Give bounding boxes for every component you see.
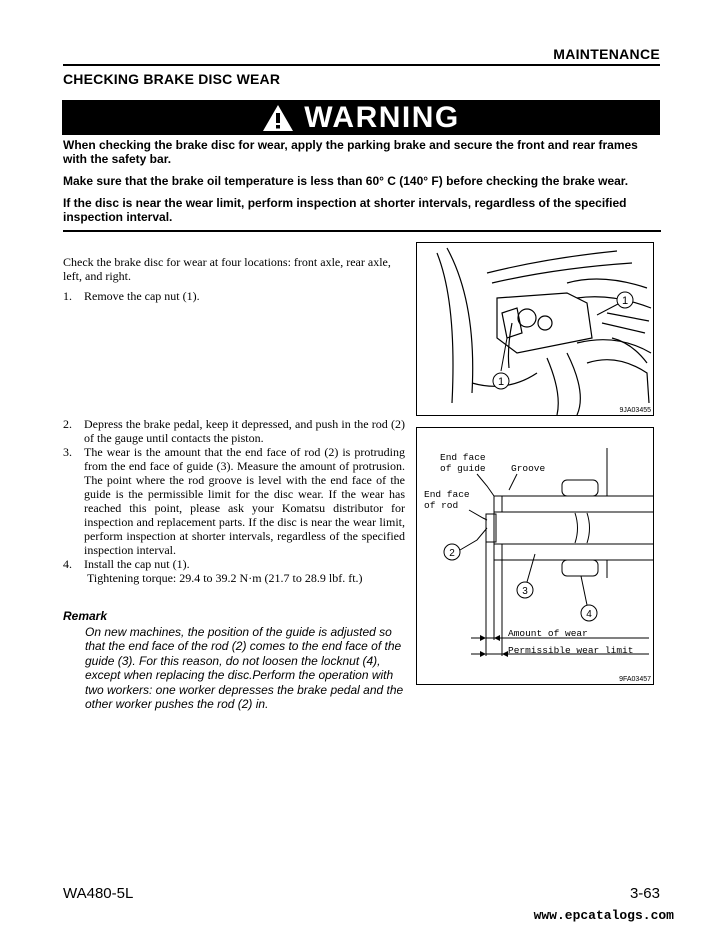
warning-banner xyxy=(62,100,660,135)
step-item xyxy=(63,557,405,571)
label-end-face-guide: of guide xyxy=(440,463,486,474)
warning-bottom-rule xyxy=(63,230,661,232)
step-text: Install the cap nut (1). xyxy=(84,557,190,571)
step-text: The wear is the amount that the end face of rod (2) is protruding from the end face of guide (3). Measure the amount of protrusion. The point where the rod groove is level with the end face of the guide is the permissible limit for the disc wear. If the wear has reached this point, please ask your Komatsu distributor for inspection and replacement parts. If the disc is near the wear limit, perform inspection at shorter intervals, regardless of the specified inspection interval. xyxy=(84,445,405,557)
label-end-face-rod: of rod xyxy=(424,500,459,511)
label-end-face-rod: End face xyxy=(424,489,470,500)
remark-title: Remark xyxy=(63,609,108,623)
label-permissible-wear-limit: Permissible wear limit xyxy=(508,645,634,656)
figure-wear-gauge xyxy=(416,427,654,685)
warning-label: WARNING xyxy=(304,100,460,134)
steps-list xyxy=(63,417,405,585)
step-item xyxy=(63,417,405,445)
figure-code: 9FA03457 xyxy=(619,676,651,683)
warning-line: Make sure that the brake oil temperature is less than 60° C (140° F) before checking the brake wear. xyxy=(63,174,629,188)
callout-3: 3 xyxy=(522,586,528,597)
figure-cap-nut-location xyxy=(416,242,654,416)
section-header: MAINTENANCE xyxy=(553,46,660,62)
label-end-face-guide: End face xyxy=(440,452,486,463)
callout-4: 4 xyxy=(586,609,592,620)
page-number: 3-63 xyxy=(629,885,660,902)
step-number: 2. xyxy=(63,417,72,431)
callout-2: 2 xyxy=(449,548,455,559)
intro-text: Check the brake disc for wear at four locations: front axle, rear axle, left, and right. xyxy=(63,255,391,283)
step-number: 3. xyxy=(63,445,72,459)
brake-assembly-illustration xyxy=(417,243,653,415)
step-number: 1. xyxy=(63,289,72,303)
step-text: Remove the cap nut (1). xyxy=(84,289,200,303)
label-groove: Groove xyxy=(511,463,546,474)
header-rule xyxy=(63,64,660,66)
warning-text xyxy=(63,138,661,232)
remark-text: On new machines, the position of the guide is adjusted so that the end face of the rod (2) comes to the end face of the guide (3). For this reason, do not loosen the locknut (4), except when replacing the disc.Perform the operation with two workers: one worker depresses the brake pedal and the other worker pushes the rod (2) in. xyxy=(85,625,404,712)
section-title: CHECKING BRAKE DISC WEAR xyxy=(63,71,281,87)
warning-line: When checking the brake disc for wear, apply the parking brake and secure the front and rear frames with the safety bar. xyxy=(63,138,638,166)
callout-1: 1 xyxy=(497,376,505,388)
callout-1: 1 xyxy=(621,295,629,307)
step-text: Depress the brake pedal, keep it depressed, and push in the rod (2) of the gauge until contacts the piston. xyxy=(84,417,405,445)
step-item xyxy=(63,445,405,557)
watermark-url: www.epcatalogs.com xyxy=(533,908,674,923)
warning-line: If the disc is near the wear limit, perform inspection at shorter intervals, regardless of the specified inspection interval. xyxy=(63,196,627,224)
step-item xyxy=(63,289,408,303)
step-number: 4. xyxy=(63,557,72,571)
label-amount-of-wear: Amount of wear xyxy=(508,628,588,639)
warning-triangle-icon xyxy=(262,104,294,132)
footer-model: WA480-5L xyxy=(63,885,134,902)
figure-code: 9JA03455 xyxy=(619,407,651,414)
torque-spec: Tightening torque: 29.4 to 39.2 N·m (21.7 to 28.9 lbf. ft.) xyxy=(87,571,363,585)
wear-gauge-diagram xyxy=(417,428,653,684)
